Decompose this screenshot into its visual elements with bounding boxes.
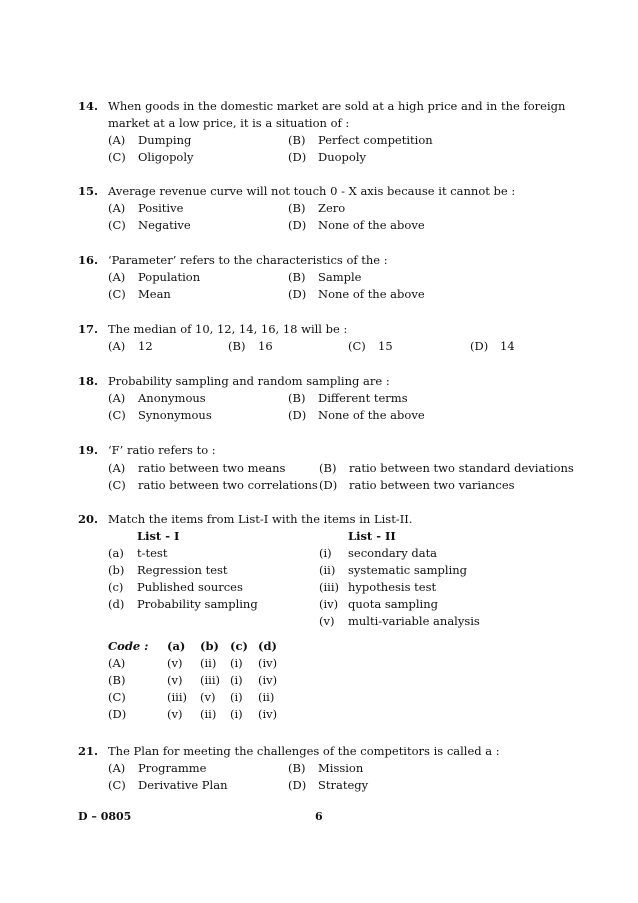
match-table — [78, 528, 578, 723]
question-text: When goods in the domestic market are sold at a high price and in the foreign market at a low price, it is a situation of : — [108, 99, 566, 130]
option-text: Positive — [138, 201, 184, 215]
option-text: ratio between two correlations — [138, 478, 318, 492]
options-row: (C) Oligopoly (D) Duopoly — [108, 150, 367, 164]
question-text: The Plan for meeting the challenges of the competitors is called a : — [108, 744, 500, 758]
options-row: (A) Positive (B) Zero — [108, 201, 346, 215]
question-number: 17. — [78, 322, 99, 336]
question-text: Probability sampling and random sampling are : — [108, 374, 390, 388]
option-text: Different terms — [318, 391, 408, 405]
question-19 — [78, 442, 578, 494]
option-text: ratio between two variances — [349, 478, 515, 492]
options-row: (A) 12 (B) 16 (C) 15 (D) 14 — [108, 339, 515, 353]
option-text: Programme — [138, 761, 207, 775]
question-16 — [78, 252, 578, 303]
list2-heading: List - II — [348, 529, 396, 543]
question-number: 14. — [78, 99, 99, 113]
question-number: 18. — [78, 374, 99, 388]
option-text: 14 — [500, 339, 515, 353]
option-text: 12 — [138, 339, 153, 353]
question-number: 21. — [78, 744, 99, 758]
page-footer — [78, 808, 578, 825]
options-row: (A) Population (B) Sample — [108, 270, 362, 284]
question-text: ‘Parameter’ refers to the characteristics of the : — [108, 253, 388, 267]
question-21 — [78, 743, 578, 794]
options-row: (C) Negative (D) None of the above — [108, 218, 425, 232]
option-text: Zero — [318, 201, 346, 215]
code-row: (D) (v) (ii) (i) (iv) — [108, 707, 278, 721]
match-row: (v) multi-variable analysis — [319, 614, 480, 628]
question-20 — [78, 511, 578, 723]
code-row: (B) (v) (iii) (i) (iv) — [108, 673, 278, 687]
option-text: Synonymous — [138, 408, 212, 422]
option-text: Strategy — [318, 778, 369, 792]
question-18 — [78, 373, 578, 424]
match-header — [78, 528, 578, 545]
options-row: (C) ratio between two correlations (D) ratio between two variances — [108, 478, 515, 492]
option-text: None of the above — [318, 287, 425, 301]
question-17 — [78, 321, 578, 355]
question-text: Average revenue curve will not touch 0 - X axis because it cannot be : — [108, 184, 516, 198]
option-text: Anonymous — [138, 391, 206, 405]
list1-heading: List - I — [137, 529, 180, 543]
match-row: (a) t-test (i) secondary data — [108, 546, 438, 560]
option-text: Perfect competition — [318, 133, 433, 147]
code-row: (A) (v) (ii) (i) (iv) — [108, 656, 278, 670]
option-text: Sample — [318, 270, 362, 284]
question-14 — [78, 98, 578, 166]
match-row: (b) Regression test (ii) systematic sampling — [108, 563, 468, 577]
option-text: 16 — [258, 339, 273, 353]
options-row: (C) Synonymous (D) None of the above — [108, 408, 425, 422]
option-text: Mission — [318, 761, 364, 775]
question-text: Match the items from List-I with the items in List-II. — [108, 512, 413, 526]
question-text: The median of 10, 12, 14, 16, 18 will be : — [108, 322, 348, 336]
options-row: (C) Mean (D) None of the above — [108, 287, 425, 301]
option-text: Oligopoly — [138, 150, 194, 164]
question-number: 16. — [78, 253, 99, 267]
match-row: (c) Published sources (iii) hypothesis test — [108, 580, 437, 594]
question-number: 15. — [78, 184, 99, 198]
options-row: (A) Anonymous (B) Different terms — [108, 391, 408, 405]
option-text: Mean — [138, 287, 171, 301]
option-text: ratio between two means — [138, 461, 286, 475]
question-text: ‘F’ ratio refers to : — [108, 443, 216, 457]
code-header: Code : (a) (b) (c) (d) — [108, 639, 277, 653]
code-row: (C) (iii) (v) (i) (ii) — [108, 690, 275, 704]
option-text: Dumping — [138, 133, 192, 147]
page-number: 6 — [315, 810, 323, 823]
option-text: Population — [138, 270, 201, 284]
paper-code: D – 0805 — [78, 810, 132, 823]
question-number: 20. — [78, 512, 99, 526]
options-row: (A) ratio between two means (B) ratio between two standard deviations — [108, 461, 574, 475]
options-row: (C) Derivative Plan (D) Strategy — [108, 778, 369, 792]
option-text: Duopoly — [318, 150, 367, 164]
option-text: 15 — [378, 339, 393, 353]
question-15 — [78, 183, 578, 234]
option-text: Negative — [138, 218, 191, 232]
match-row: (d) Probability sampling (iv) quota sampling — [108, 597, 438, 611]
option-text: None of the above — [318, 408, 425, 422]
option-text: None of the above — [318, 218, 425, 232]
options-row: (A) Programme (B) Mission — [108, 761, 364, 775]
option-text: Derivative Plan — [138, 778, 228, 792]
options-row: (A) Dumping (B) Perfect competition — [108, 133, 433, 147]
question-number: 19. — [78, 443, 99, 457]
option-text: ratio between two standard deviations — [349, 461, 574, 475]
